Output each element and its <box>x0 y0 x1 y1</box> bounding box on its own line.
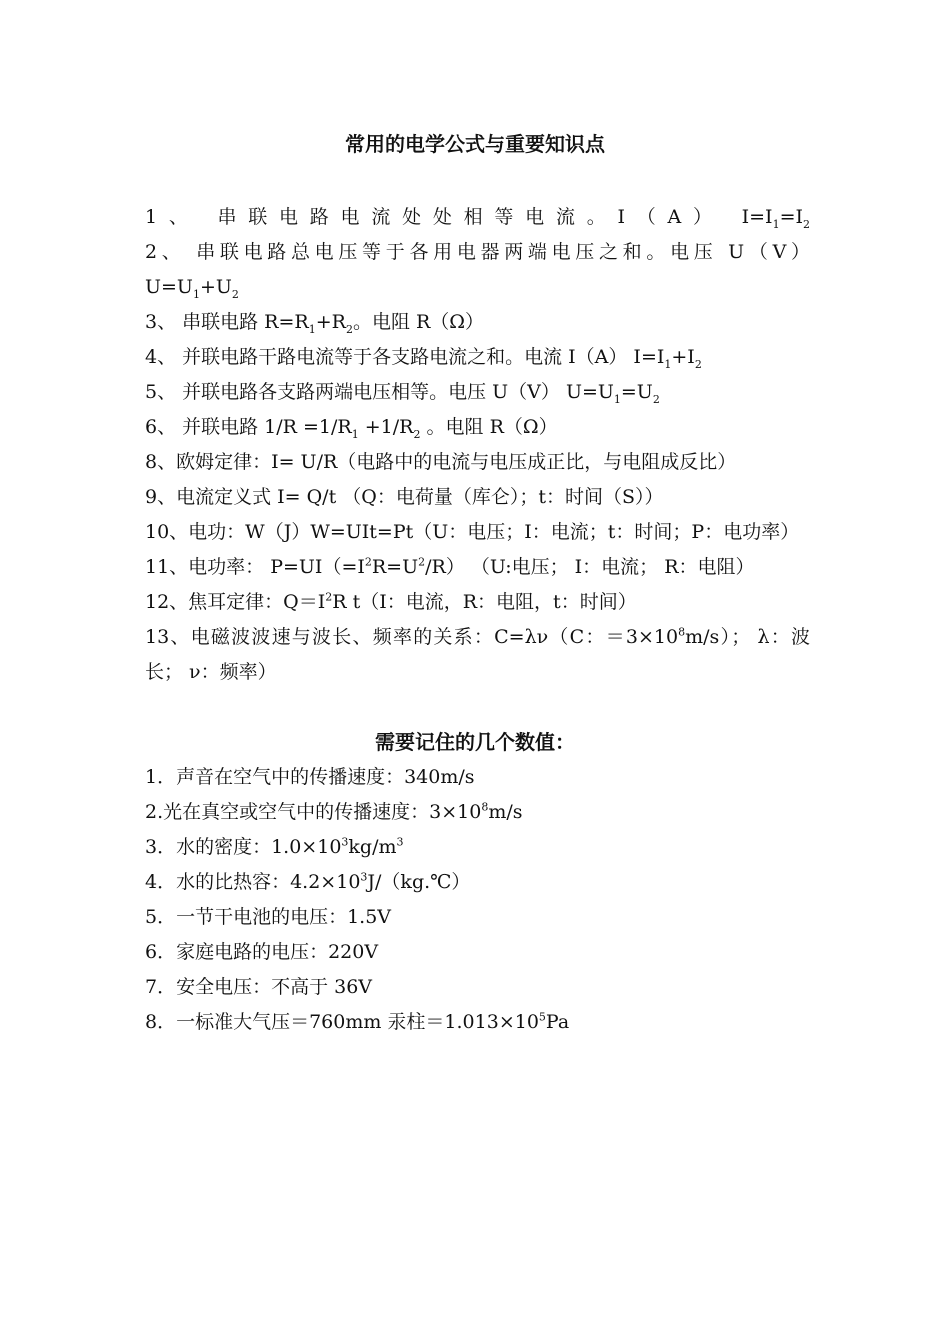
superscript: 8 <box>481 800 489 814</box>
superscript: 2 <box>418 555 426 569</box>
value-line: 6．家庭电路的电压：220V <box>145 941 379 963</box>
section-title: 需要记住的几个数值： <box>375 730 575 754</box>
formula-line: 5、 并联电路各支路两端电压相等。电压 U（V） $U=U_1=U_2$ <box>145 381 660 406</box>
value-line: 4．水的比热容：$4.2\times 10^3J/(kg.℃)$ <box>145 870 471 893</box>
formula-line: 13、电磁波波速与波长、频率的关系：C=λν（C：$=3\times 10^8m/s$）； λ：波 <box>145 625 810 648</box>
formula-line: 11、电功率： $P=UI(=I^2R=U^2/R)$ （U:电压； I：电流； R：电阻） <box>145 555 755 578</box>
value-line: 8．一标准大气压＝760mm 汞柱$=1.013\times 10^5Pa$ <box>145 1010 570 1033</box>
subscript: 1 <box>351 427 359 441</box>
superscript: 2 <box>325 590 333 604</box>
formula-line: $U=U_1+U_2$ <box>145 276 239 301</box>
formula-line: 3、 串联电路 $R=R_1+R_2$。电阻 R（Ω） <box>145 311 485 336</box>
formula-line: 9、电流定义式 I= Q/t （Q：电荷量（库仑）；t：时间（S）） <box>145 486 664 508</box>
subscript: 1 <box>613 392 621 406</box>
superscript: 2 <box>364 555 372 569</box>
subscript: 2 <box>231 287 239 301</box>
formula-line: 4、 并联电路干路电流等于各支路电流之和。电流 I（A） $I=I_1+I_2$ <box>145 346 702 371</box>
value-line: 3．水的密度：$1.0\times 10^3kg/m^3$ <box>145 835 404 858</box>
subscript: 2 <box>803 217 810 231</box>
formula-line: 10、电功：W（J）W=UIt=Pt（U：电压；I：电流；t：时间；P：电功率） <box>145 521 800 543</box>
page-title: 常用的电学公式与重要知识点 <box>345 132 605 156</box>
superscript: 3 <box>341 835 349 849</box>
formula-line: 12、焦耳定律：$Q=I^2R$ t（I：电流，R：电阻，t：时间） <box>145 590 637 613</box>
superscript: 3 <box>396 835 404 849</box>
superscript: 5 <box>538 1010 546 1024</box>
subscript: 2 <box>694 357 702 371</box>
formula-line: 8、欧姆定律：I= U/R（电路中的电流与电压成正比，与电阻成反比） <box>145 451 737 473</box>
subscript: 1 <box>192 287 200 301</box>
subscript: 2 <box>345 322 353 336</box>
subscript: 2 <box>652 392 660 406</box>
formula-line: 长； ν：频率） <box>145 661 277 683</box>
value-line: 7．安全电压：不高于 36V <box>145 976 373 998</box>
formula-line: 1、 串联电路电流处处相等电流。I（A） $I=I_1=I_2$ <box>145 206 810 231</box>
value-line: 2.光在真空或空气中的传播速度：$3\times 10^8m/s$ <box>145 800 523 823</box>
subscript: 1 <box>772 217 780 231</box>
formula-line: 2、 串联电路总电压等于各用电器两端电压之和。电压 U（V） <box>145 241 810 263</box>
value-list <box>145 760 810 1040</box>
formula-list <box>145 200 810 690</box>
value-line: 1．声音在空气中的传播速度：340m/s <box>145 766 475 788</box>
subscript: 1 <box>308 322 316 336</box>
subscript: 2 <box>413 427 421 441</box>
subscript: 1 <box>664 357 672 371</box>
superscript: 8 <box>678 625 686 639</box>
superscript: 3 <box>360 870 368 884</box>
value-line: 5．一节干电池的电压：1.5V <box>145 906 392 928</box>
formula-line: 6、 并联电路 $1/R =1/R_1 +1/R_2$ 。电阻 R（Ω） <box>145 416 558 441</box>
